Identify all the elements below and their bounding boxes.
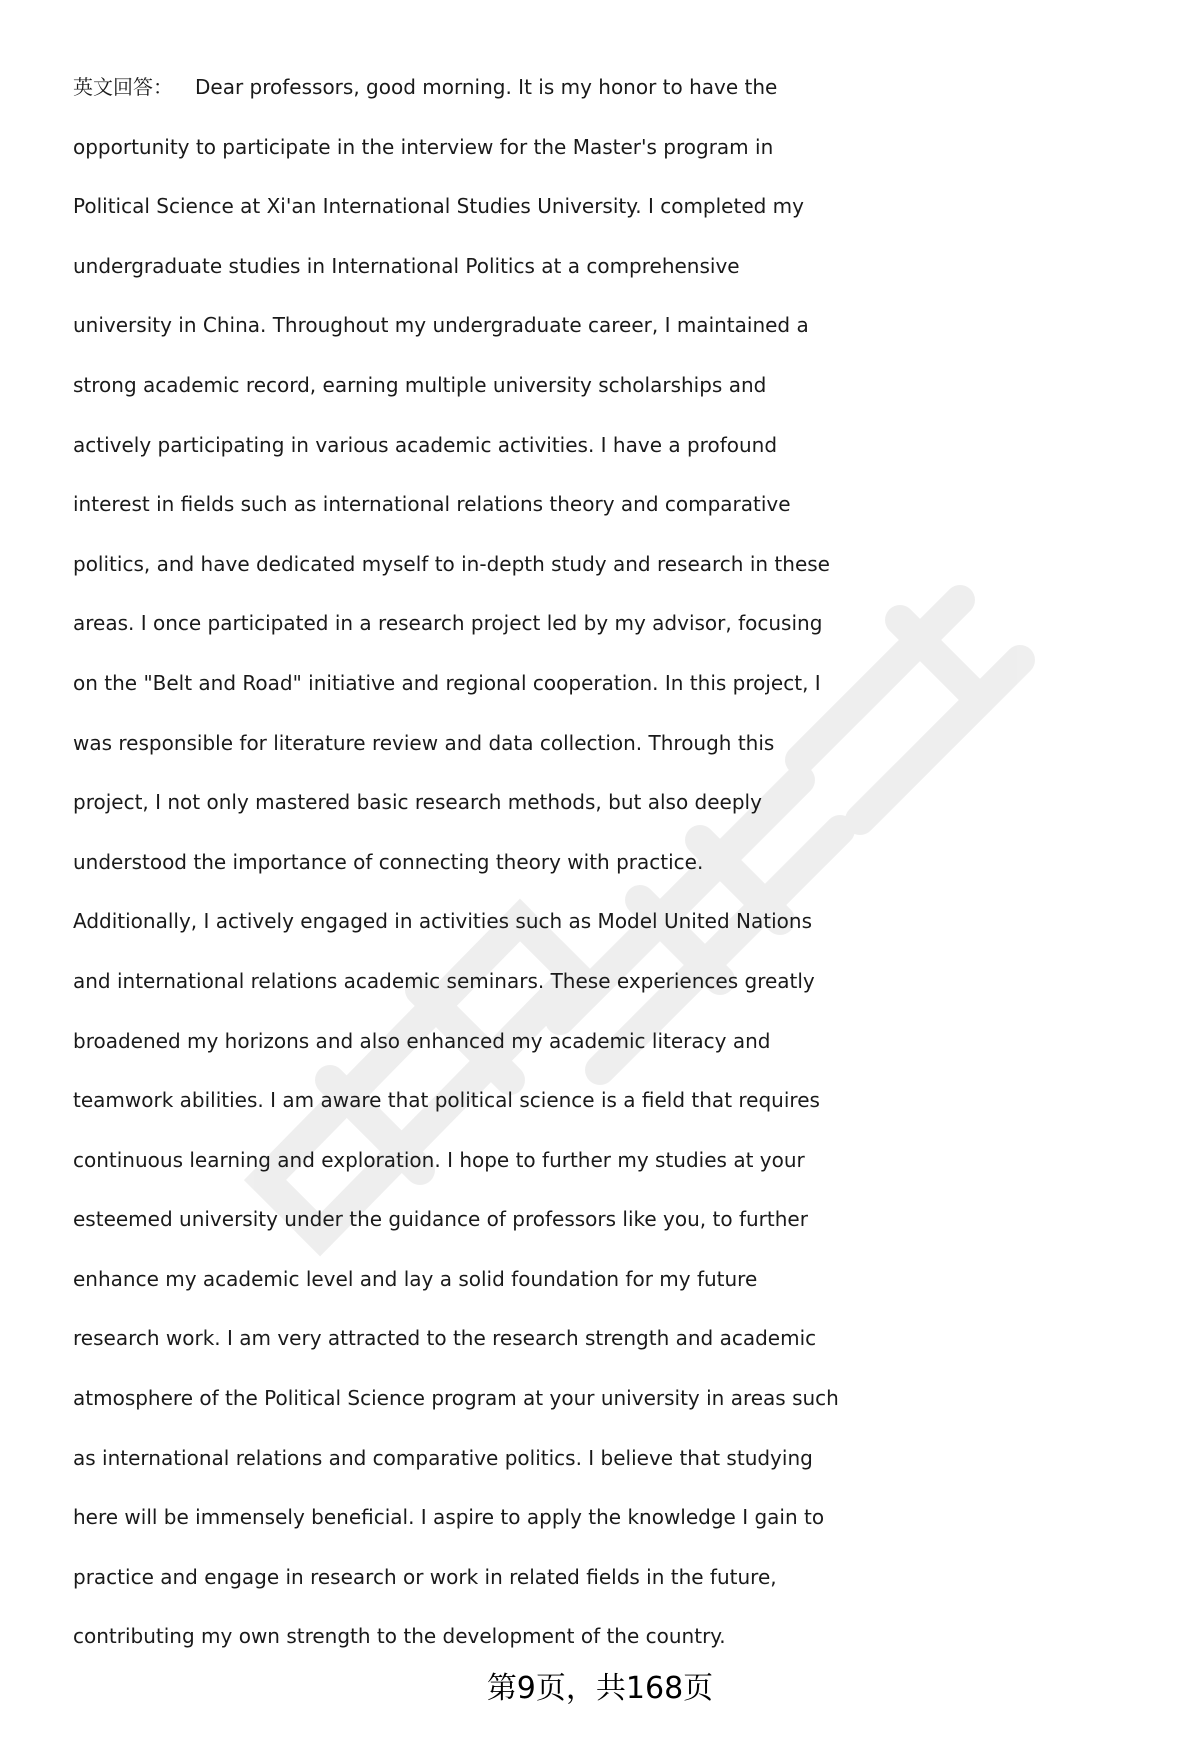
body-line-text: strong academic record, earning multiple university scholarships and bbox=[73, 372, 767, 397]
answer-label: 英文回答： bbox=[73, 75, 173, 99]
body-line bbox=[73, 714, 1173, 774]
body-line bbox=[73, 1012, 1173, 1072]
body-line bbox=[73, 475, 1173, 535]
body-line-text: atmosphere of the Political Science program at your university in areas such bbox=[73, 1386, 839, 1411]
body-line-text: continuous learning and exploration. I hope to further my studies at your bbox=[73, 1147, 805, 1172]
body-line bbox=[73, 654, 1173, 714]
body-line-text: teamwork abilities. I am aware that political science is a field that requires bbox=[73, 1088, 820, 1113]
body-line bbox=[73, 833, 1173, 893]
body-line bbox=[73, 296, 1173, 356]
body-line-text: on the "Belt and Road" initiative and regional cooperation. In this project, I bbox=[73, 670, 821, 695]
body-line-text: Dear professors, good morning. It is my honor to have the bbox=[195, 75, 778, 99]
body-line-text: understood the importance of connecting theory with practice. bbox=[73, 849, 704, 874]
body-line-text: Political Science at Xi'an International Studies University. I completed my bbox=[73, 194, 804, 219]
body-line bbox=[73, 1131, 1173, 1191]
body-line bbox=[73, 1190, 1173, 1250]
body-line-text: here will be immensely beneficial. I aspire to apply the knowledge I gain to bbox=[73, 1505, 825, 1530]
body-line-text: politics, and have dedicated myself to in-depth study and research in these bbox=[73, 551, 830, 576]
body-line-text: esteemed university under the guidance of professors like you, to further bbox=[73, 1207, 808, 1232]
body-line bbox=[73, 1369, 1173, 1429]
body-line-text: and international relations academic seminars. These experiences greatly bbox=[73, 968, 815, 993]
body-line-text: undergraduate studies in International Politics at a comprehensive bbox=[73, 253, 740, 278]
body-line-text: opportunity to participate in the interview for the Master's program in bbox=[73, 134, 774, 159]
body-line bbox=[73, 1429, 1173, 1489]
body-line bbox=[73, 535, 1173, 595]
body-line bbox=[73, 416, 1173, 476]
body-line-text: areas. I once participated in a research project led by my advisor, focusing bbox=[73, 611, 823, 636]
body-line bbox=[73, 1071, 1173, 1131]
body-line bbox=[73, 356, 1173, 416]
body-line-text: as international relations and comparative politics. I believe that studying bbox=[73, 1445, 813, 1470]
page-number: 第9页，共168页 bbox=[486, 1671, 714, 1706]
body-line-text: practice and engage in research or work in related fields in the future, bbox=[73, 1564, 777, 1589]
body-line-text: actively participating in various academic activities. I have a profound bbox=[73, 432, 778, 457]
body-line-text: research work. I am very attracted to the research strength and academic bbox=[73, 1326, 817, 1351]
body-line bbox=[73, 594, 1173, 654]
body-line bbox=[73, 1309, 1173, 1369]
body-line-text: was responsible for literature review and data collection. Through this bbox=[73, 730, 775, 755]
body-line-text: broadened my horizons and also enhanced my academic literacy and bbox=[73, 1028, 771, 1053]
body-line-text: enhance my academic level and lay a solid foundation for my future bbox=[73, 1266, 758, 1291]
answer-body bbox=[73, 58, 1173, 1667]
body-line bbox=[73, 237, 1173, 297]
body-line bbox=[73, 952, 1173, 1012]
body-line bbox=[73, 1548, 1173, 1608]
body-line-text: contributing my own strength to the development of the country. bbox=[73, 1624, 726, 1649]
body-line-text: interest in fields such as international relations theory and comparative bbox=[73, 492, 791, 517]
body-line bbox=[73, 773, 1173, 833]
body-line bbox=[73, 118, 1173, 178]
body-line-text: university in China. Throughout my undergraduate career, I maintained a bbox=[73, 313, 809, 338]
body-line bbox=[73, 892, 1173, 952]
body-line-text: project, I not only mastered basic research methods, but also deeply bbox=[73, 790, 762, 815]
body-line bbox=[73, 1250, 1173, 1310]
body-line bbox=[73, 58, 1173, 118]
body-line bbox=[73, 1488, 1173, 1548]
body-line bbox=[73, 1607, 1173, 1667]
body-line bbox=[73, 177, 1173, 237]
body-line-text: Additionally, I actively engaged in activities such as Model United Nations bbox=[73, 909, 812, 934]
